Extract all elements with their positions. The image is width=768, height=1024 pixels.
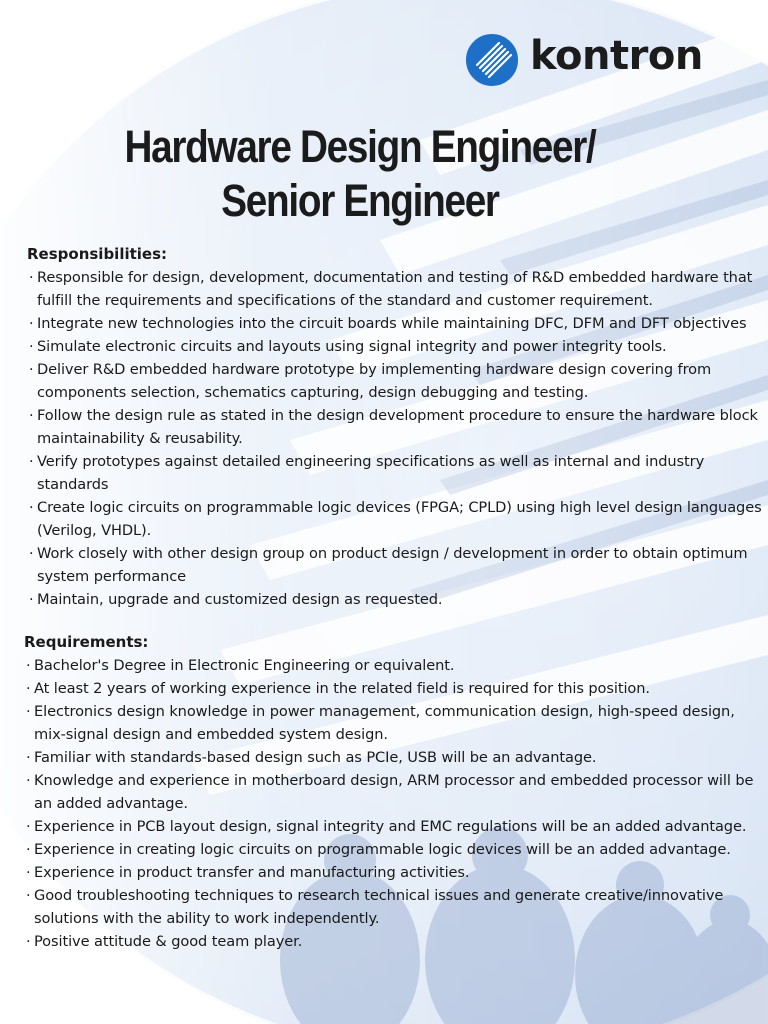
responsibilities-heading: Responsibilities: — [27, 245, 168, 263]
job-title-line-1: Hardware Design Engineer/ — [124, 121, 596, 172]
kontron-globe-icon — [466, 34, 518, 86]
list-item: · Verify prototypes against detailed engineering specifications as well as internal and industry standards — [27, 450, 762, 496]
list-item: · At least 2 years of working experience in the related field is required for this position. — [24, 677, 764, 700]
list-item: · Deliver R&D embedded hardware prototype by implementing hardware design covering from components selection, schematics capturing, design debugging and testing. — [27, 358, 762, 404]
list-item: · Create logic circuits on programmable logic devices (FPGA; CPLD) using high level design languages (Verilog, VHDL). — [27, 496, 762, 542]
responsibilities-list — [27, 266, 762, 611]
list-item: · Experience in PCB layout design, signal integrity and EMC regulations will be an added advantage. — [24, 815, 764, 838]
list-item: · Work closely with other design group on product design / development in order to obtain optimum system performance — [27, 542, 762, 588]
job-title — [50, 120, 669, 228]
list-item: · Knowledge and experience in motherboard design, ARM processor and embedded processor will be an added advantage. — [24, 769, 764, 815]
list-item: · Bachelor's Degree in Electronic Engineering or equivalent. — [24, 654, 764, 677]
list-item: · Electronics design knowledge in power management, communication design, high-speed design, mix-signal design and embedded system design. — [24, 700, 764, 746]
list-item: · Responsible for design, development, documentation and testing of R&D embedded hardware that fulfill the requirements and specifications of the standard and customer requirement. — [27, 266, 762, 312]
brand-name: kontron — [530, 33, 703, 79]
list-item: · Good troubleshooting techniques to research technical issues and generate creative/innovative solutions with the ability to work independently. — [24, 884, 764, 930]
requirements-heading: Requirements: — [24, 633, 149, 651]
requirements-section — [24, 631, 764, 953]
job-title-line-2: Senior Engineer — [221, 175, 499, 226]
list-item: · Maintain, upgrade and customized design as requested. — [27, 588, 762, 611]
list-item: · Integrate new technologies into the circuit boards while maintaining DFC, DFM and DFT objectives — [27, 312, 762, 335]
list-item: · Positive attitude & good team player. — [24, 930, 764, 953]
responsibilities-section — [27, 243, 762, 611]
list-item: · Experience in product transfer and manufacturing activities. — [24, 861, 764, 884]
list-item: · Simulate electronic circuits and layouts using signal integrity and power integrity tools. — [27, 335, 762, 358]
kontron-logo — [466, 33, 703, 87]
list-item: · Follow the design rule as stated in the design development procedure to ensure the hardware block maintainability & reusability. — [27, 404, 762, 450]
requirements-list — [24, 654, 764, 953]
list-item: · Familiar with standards-based design such as PCIe, USB will be an advantage. — [24, 746, 764, 769]
list-item: · Experience in creating logic circuits on programmable logic devices will be an added advantage. — [24, 838, 764, 861]
